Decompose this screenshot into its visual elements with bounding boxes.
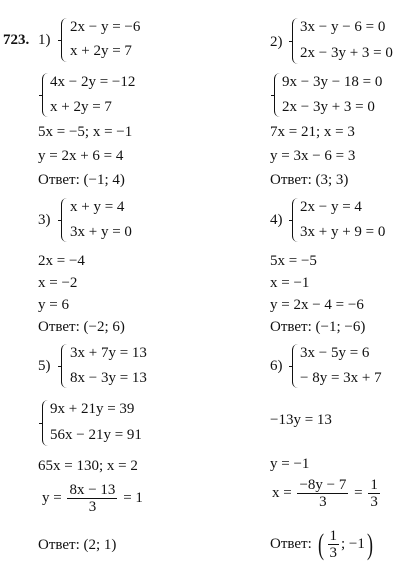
p6-line1: −13y = 13	[270, 412, 332, 428]
p3-sys-eq2: 3x + y = 0	[70, 224, 132, 240]
p4-label: 4)	[270, 212, 283, 228]
p6-fraction-2	[368, 477, 380, 510]
p4-answer: Ответ: (−1; −6)	[270, 319, 366, 335]
p2-sys1-eq1: 3x − y − 6 = 0	[300, 19, 386, 35]
p6-answer	[270, 528, 375, 561]
p1-line1: 5x = −5; x = −1	[38, 124, 133, 140]
p3-answer: Ответ: (−2; 6)	[38, 319, 125, 335]
p6-answer-rest: ; −1	[341, 535, 365, 552]
p1-sys2-brace	[42, 73, 50, 117]
p6-sys-brace	[292, 344, 300, 388]
p1-sys2-eq2: x + 2y = 7	[50, 99, 112, 115]
p5-sys2-brace	[42, 400, 50, 446]
p3-sys-brace	[61, 198, 69, 242]
p2-line2: y = 3x − 6 = 3	[270, 148, 356, 164]
p6-frac-eq: =	[354, 484, 363, 501]
p4-sys-brace	[292, 198, 300, 242]
p3-label: 3)	[38, 212, 51, 228]
p5-sys1-eq2: 8x − 3y = 13	[70, 370, 147, 386]
p6-sys-eq1: 3x − 5y = 6	[300, 345, 370, 361]
p3-line2: x = −2	[38, 275, 78, 291]
p6-frac2-denominator: 3	[370, 494, 378, 510]
p6-fraction	[297, 477, 348, 510]
p2-sys2-eq1: 9x − 3y − 18 = 0	[282, 74, 383, 90]
p5-line1: 65x = 130; x = 2	[38, 458, 138, 474]
p3-sys-eq1: x + y = 4	[70, 199, 125, 215]
p5-label: 5)	[38, 358, 51, 374]
p4-line2: x = −1	[270, 275, 310, 291]
p2-sys1-brace	[292, 18, 300, 64]
p6-fraction-line	[272, 477, 382, 510]
p1-line2: y = 2x + 6 = 4	[38, 148, 124, 164]
p2-sys1-eq2: 2x − 3y + 3 = 0	[300, 45, 393, 61]
p1-sys1-eq1: 2x − y = −6	[70, 19, 141, 35]
p3-line1: 2x = −4	[38, 253, 85, 269]
p5-fraction-line	[42, 482, 143, 515]
p5-frac-rhs: = 1	[123, 489, 143, 506]
p5-sys1-brace	[61, 344, 69, 388]
p1-answer: Ответ: (−1; 4)	[38, 172, 125, 188]
p6-ans-denominator: 3	[329, 545, 338, 561]
p5-sys2-eq1: 9x + 21y = 39	[50, 401, 135, 417]
p2-sys2-brace	[274, 73, 282, 117]
p5-sys1-eq1: 3x + 7y = 13	[70, 345, 147, 361]
p6-sys-eq2: − 8y = 3x + 7	[300, 370, 382, 386]
p5-frac-lhs: y =	[42, 489, 62, 506]
p6-frac-lhs: x =	[272, 484, 292, 501]
p1-sys2-eq1: 4x − 2y = −12	[50, 74, 136, 90]
p4-line3: y = 2x − 4 = −6	[270, 297, 364, 313]
p3-line3: y = 6	[38, 297, 69, 313]
problem-number: 723.	[3, 32, 30, 48]
p6-answer-label: Ответ:	[270, 535, 312, 552]
p5-answer: Ответ: (2; 1)	[38, 537, 117, 553]
p5-sys2-eq2: 56x − 21y = 91	[50, 427, 142, 443]
p4-sys-eq2: 3x + y + 9 = 0	[300, 224, 386, 240]
p6-answer-fraction	[328, 528, 340, 561]
p6-answer-close-paren: )	[366, 527, 373, 561]
p6-label: 6)	[270, 358, 283, 374]
p4-line1: 5x = −5	[270, 253, 317, 269]
p2-label: 2)	[270, 34, 283, 50]
p2-sys2-eq2: 2x − 3y + 3 = 0	[282, 99, 375, 115]
p6-frac-numerator: −8y − 7	[299, 477, 347, 493]
p6-frac2-numerator: 1	[370, 477, 378, 493]
p1-sys1-brace	[61, 18, 69, 62]
p1-label: 1)	[38, 32, 51, 48]
p1-sys1-eq2: x + 2y = 7	[70, 43, 132, 59]
p6-frac-denominator: 3	[319, 494, 327, 510]
p6-answer-open-paren: (	[317, 527, 324, 561]
p5-fraction	[67, 482, 117, 515]
p5-frac-numerator: 8x − 13	[69, 482, 116, 498]
p6-line2: y = −1	[270, 456, 310, 472]
p5-frac-denominator: 3	[88, 499, 97, 515]
p2-answer: Ответ: (3; 3)	[270, 172, 349, 188]
p4-sys-eq1: 2x − y = 4	[300, 199, 362, 215]
p2-line1: 7x = 21; x = 3	[270, 124, 355, 140]
p6-ans-numerator: 1	[329, 528, 338, 544]
